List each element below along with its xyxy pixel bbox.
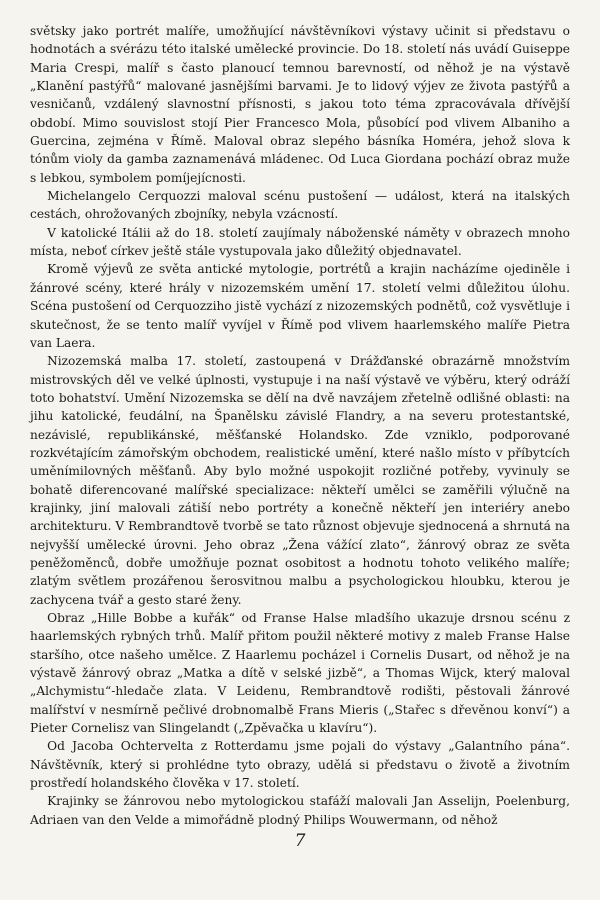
paragraph-hals: Obraz „Hille Bobbe a kuřák“ od Franse Halse mladšího ukazuje drsnou scénu z haarlemských rybných trhů. Malíř přitom použil některé motivy z maleb Franse Halse staršího, otce našeho umělce. Z Haarlemu pocházel i Cornelis Dusart, od něhož je na výstavě žánrový obraz „Matka a dítě v selské jizbě“, a Thomas Wijck, který maloval „Alchymistu“-hledače zlata. V Leidenu, Rembrandtově rodišti, pěstovali žánrové malířství v nesmírně pečlivé drobnomalbě Frans Mieris („Stařec s dřevěnou konví“) a Pieter Cornelisz van Slingelandt („Zpěvačka u klavíru“). — [30, 611, 570, 736]
paragraph-ochtervelt: Od Jacoba Ochtervelta z Rotterdamu jsme pojali do výstavy „Galantního pána“. Návštěvník, který si prohlédne tyto obrazy, udělá si představu o životě a životním prostředí holandského člověka v 17. století. — [30, 739, 570, 791]
paragraph-landscapes: Krajinky se žánrovou nebo mytologickou stafáží malovali Jan Asselijn, Poelenburg, Adriaen van den Velde a mimořádně plodný Philips Wouwermann, od něhož — [30, 794, 570, 827]
paragraph-catholic-italy: V katolické Itálii až do 18. století zaujímaly náboženské náměty v obrazech mnoho místa, neboť církev ještě stále vystupovala jako důležitý objednavatel. — [30, 225, 570, 259]
paragraph-cerquozzi: Michelangelo Cerquozzi maloval scénu pustošení — událost, která na italských cestách, ohrožovaných zbojníky, nebyla vzácností. — [30, 189, 570, 222]
body-text — [30, 22, 570, 829]
page-number: 7 — [294, 831, 306, 851]
paragraph-continued: světsky jako portrét malíře, umožňující návštěvníkovi výstavy učinit si představu o hodnotách a svérázu této italské umělecké provincie. Do 18. století nás uvádí Guiseppe Maria Crespi, malíř s často planoucí temnou barevností, od něhož je na výstavě „Klanění pastýřů“ malované jasnějšími barvami. Je to lidový výjev ze života pastýřů a vesničanů, vzdálený slavnostní přísnosti, s jakou toto téma zpracovávala dřívější období. Mimo souvislost stojí Pier Francesco Mola, působící pod vlivem Albaniho a Guercina, zejména v Římě. Maloval obraz slepého básníka Homéra, jehož slova k tónům violy da gamba zaznamenává mládenec. Od Luca Giordana pochází obraz muže s lebkou, symbolem pomíjejícnosti. — [30, 24, 570, 185]
paragraph-genre-scenes: Kromě výjevů ze světa antické mytologie, portrétů a krajin nacházíme ojediněle i žánrové scény, které hrály v nizozemském umění 17. století velmi důležitou úlohu. Scéna pustošení od Cerquozziho jistě vychází z nizozemských podnětů, což vysvětluje i skutečnost, že se tento malíř vyvíjel v Římě pod vlivem haarlemského malíře Pietra van Laera. — [30, 262, 570, 350]
paragraph-dutch-painting: Nizozemská malba 17. století, zastoupená v Drážďanské obrazárně množstvím mistrovských děl ve velké úplnosti, vystupuje i na naší výstavě ve výběru, který odráží toto bohatství. Umění Nizozemska se dělí na dvě navzájem zřetelně odlišné oblasti: na jihu katolické, feudální, na Španělsku závislé Flandry, a na severu protestantské, nezávislé, republikánské, měšťanské Holandsko. Zde vzniklo, podporované rozkvétajícím zámořským obchodem, realistické umění, které našlo místo v příbytcích uměnímilovných měšťanů. Aby bylo možné uspokojit rozličné potřeby, vyvinuly se bohatě diferencované malířské specializace: někteří umělci se zaměřili výlučně na krajinky, jiní malovali zátiší nebo portréty a konečně někteří jen interiéry anebo architekturu. V Rembrandtově tvorbě se tato různost objevuje sjednocená a shrnutá na nejvyšší umělecké úrovni. Jeho obraz „Žena vážící zlato“, žánrový obraz ze světa peněžoměnců, dobře umožňuje poznat osobitost a hodnotu tohoto velikého malíře; zlatým světlem prozářenou šerosvitnou malbu a psychologickou hloubku, kterou je zachycena tvář a gesto staré ženy. — [30, 354, 570, 607]
